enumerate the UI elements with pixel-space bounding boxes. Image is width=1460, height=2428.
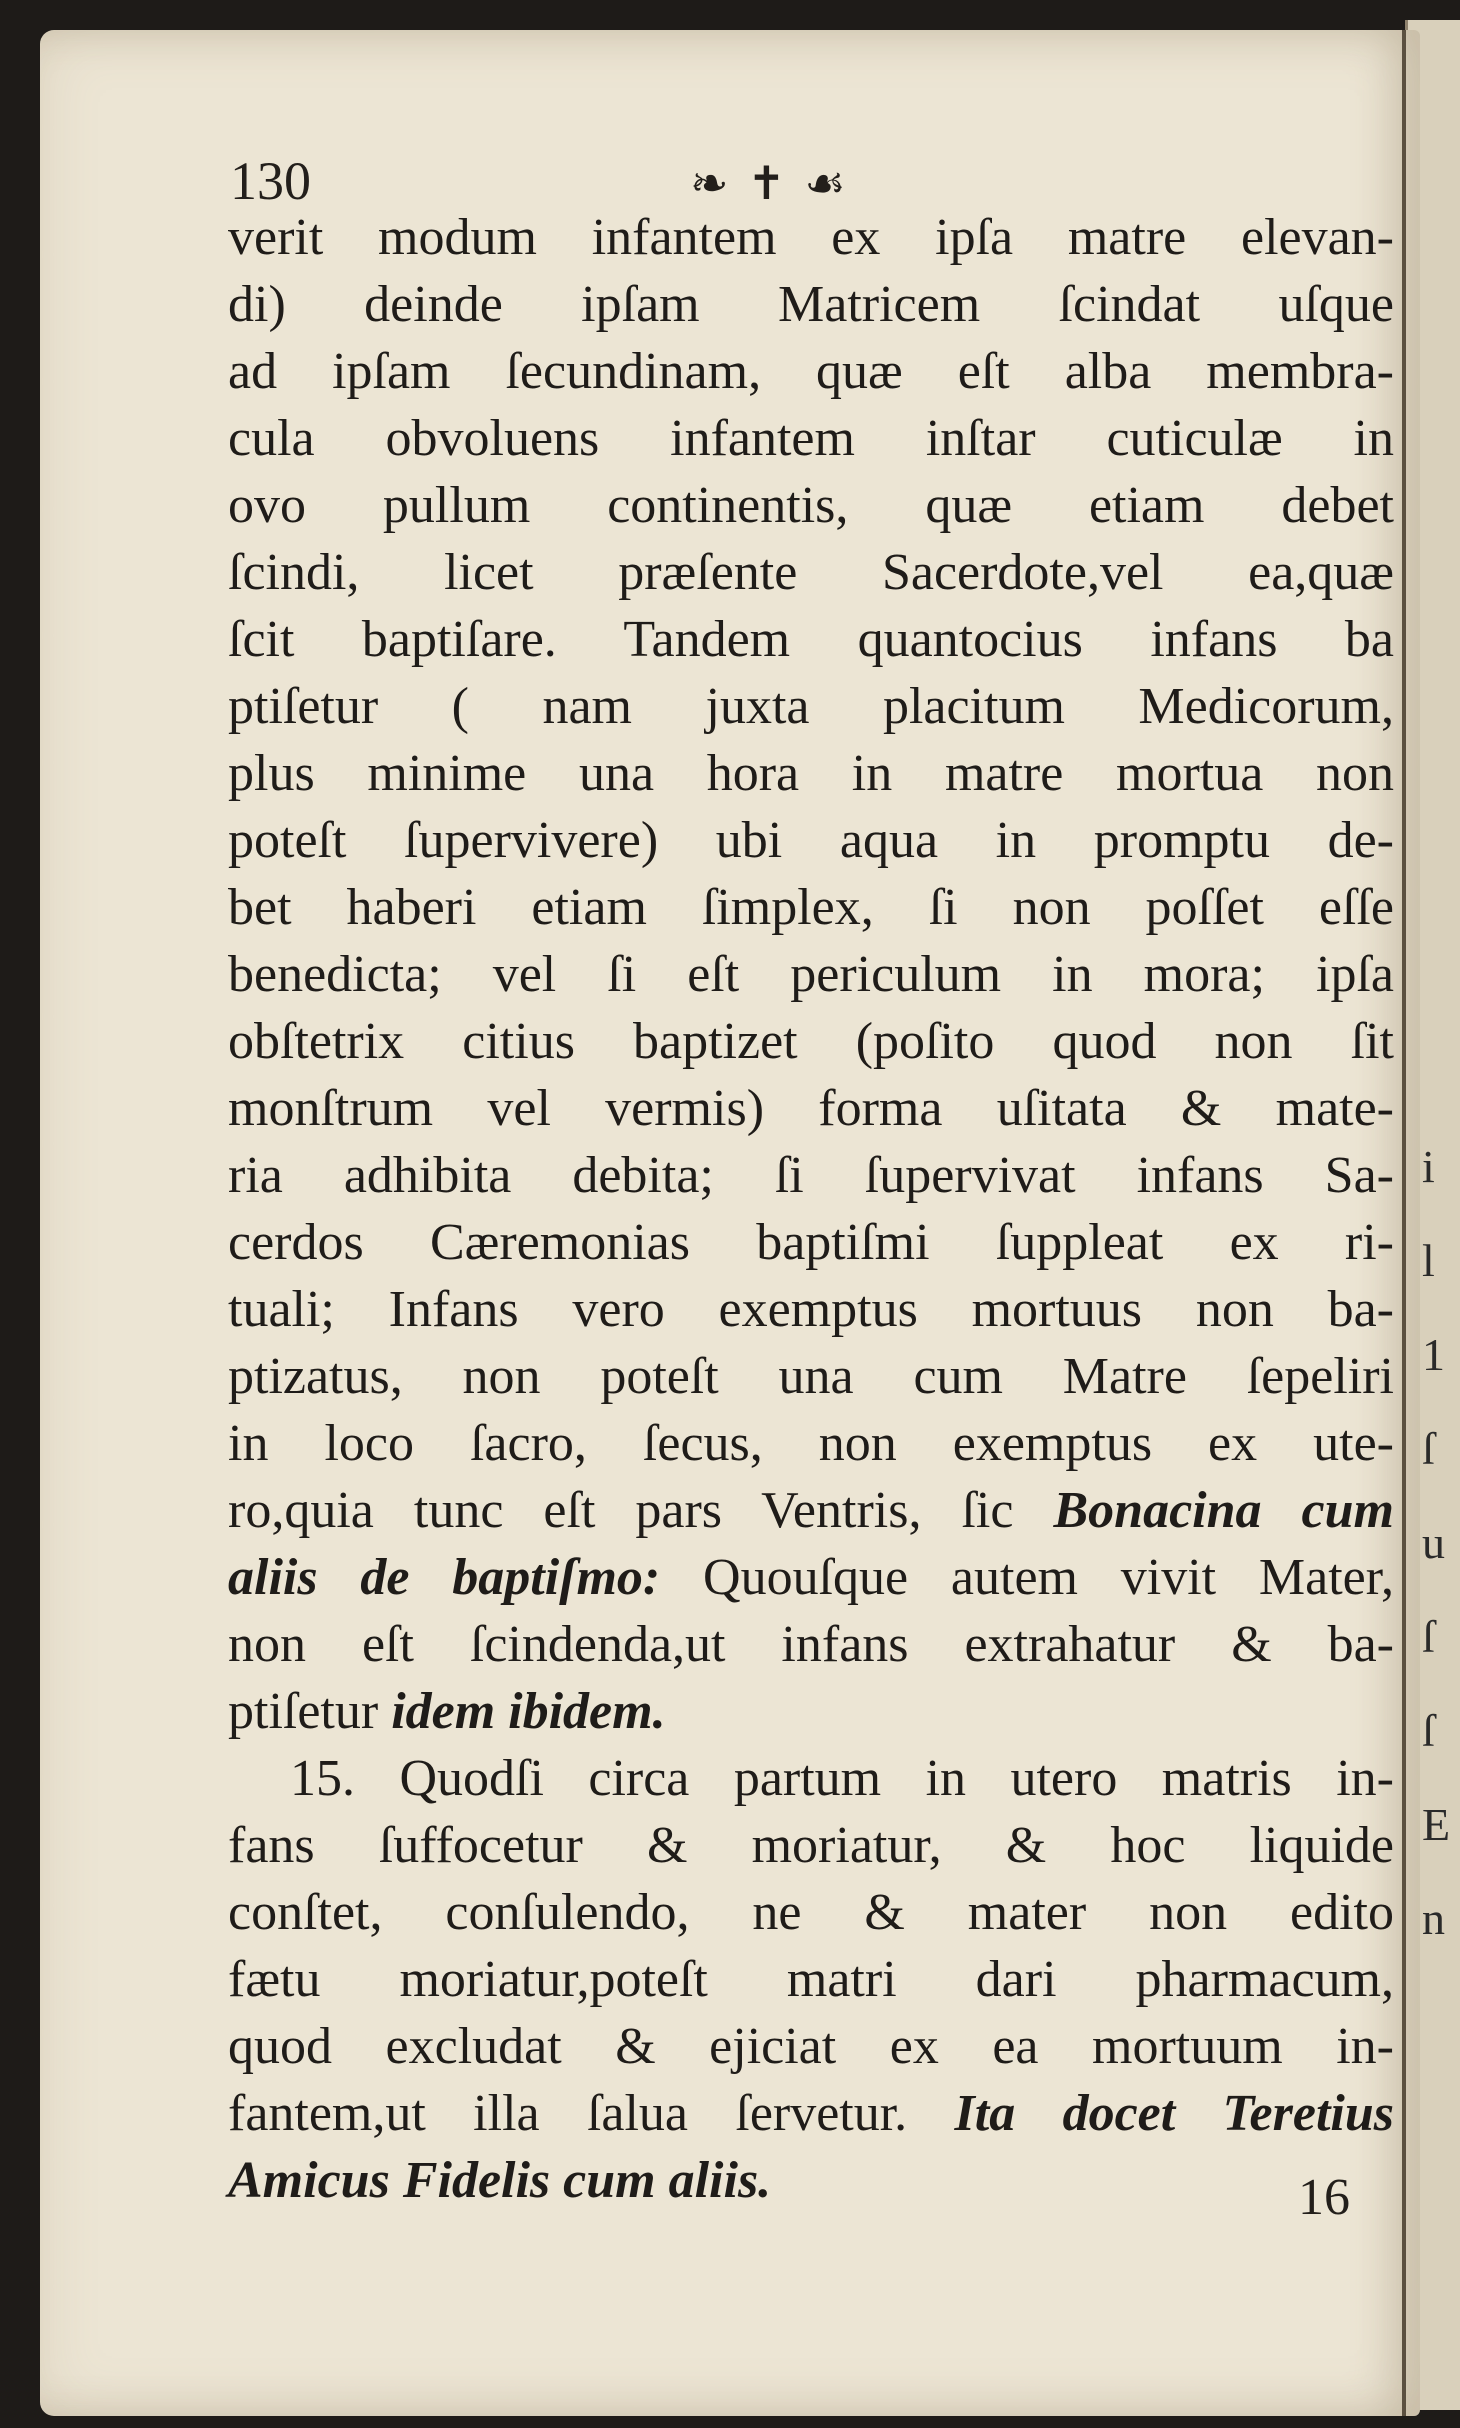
text-line: di) deinde ipſam Matricem ſcindat uſque: [228, 276, 1394, 333]
citation-italic: idem ibidem.: [391, 1683, 666, 1740]
text-line: cerdos Cæremonias baptiſmi ſuppleat ex ri-: [228, 1214, 1394, 1271]
text-line: ad ipſam ſecundinam, quæ eſt alba membra-: [228, 343, 1394, 400]
text-line: ptiſetur ( nam juxta placitum Medicorum,: [228, 678, 1394, 735]
citation-italic: Amicus Fidelis cum aliis.: [228, 2152, 772, 2209]
edge-letter: ſ: [1422, 1611, 1435, 1662]
text-line-with-citation: [228, 1678, 1394, 1745]
edge-letter: ſ: [1422, 1705, 1435, 1756]
text-line: obſtetrix citius baptizet (poſito quod non ſit: [228, 1013, 1394, 1070]
page-number: 130: [230, 151, 311, 211]
text-line: ria adhibita debita; ſi ſupervivat infans Sa-: [228, 1147, 1394, 1204]
text-line-with-citation: [228, 1544, 1394, 1611]
text-line: monſtrum vel vermis) forma uſitata & mate-: [228, 1080, 1394, 1137]
text-line: ptizatus, non poteſt una cum Matre ſepeliri: [228, 1348, 1394, 1405]
text-line-with-citation: [228, 2080, 1394, 2147]
text-line-with-citation: [228, 1477, 1394, 1544]
page-gutter: [1402, 30, 1406, 2416]
edge-letter: 1: [1422, 1329, 1445, 1380]
text-line: conſtet, conſulendo, ne & mater non edito: [228, 1884, 1394, 1941]
text-line: benedicta; vel ſi eſt periculum in mora; ipſa: [228, 946, 1394, 1003]
header-ornament: ❧ ✝ ☙: [690, 156, 848, 210]
citation-italic: aliis de baptiſmo:: [228, 1549, 661, 1606]
text-line: tuali; Infans vero exemptus mortuus non ba-: [228, 1281, 1394, 1338]
text-line: plus minime una hora in matre mortua non: [228, 745, 1394, 802]
edge-letter: u: [1422, 1517, 1445, 1568]
text-line: ſcit baptiſare. Tandem quantocius infans ba: [228, 611, 1394, 668]
text-line: ovo pullum continentis, quæ etiam debet: [228, 477, 1394, 534]
catchword: 16: [1298, 2169, 1350, 2226]
text-segment: ro,quia tunc eſt pars Ventris, ſic: [228, 1482, 1014, 1539]
paragraph-start: 15. Quodſi circa partum in utero matris in-: [290, 1750, 1394, 1807]
text-segment: fantem,ut illa ſalua ſervetur.: [228, 2085, 908, 2142]
text-line: fans ſuffocetur & moriatur, & hoc liquide: [228, 1817, 1394, 1874]
text-line: in loco ſacro, ſecus, non exemptus ex ute-: [228, 1415, 1394, 1472]
text-line: ſcindi, licet præſente Sacerdote,vel ea,quæ: [228, 544, 1394, 601]
text-line: non eſt ſcindenda,ut infans extrahatur & ba-: [228, 1616, 1394, 1673]
text-line: verit modum infantem ex ipſa matre elevan-: [228, 209, 1394, 266]
next-page-letters: [1422, 1120, 1450, 1966]
edge-letter: n: [1422, 1893, 1445, 1944]
text-segment: ptiſetur: [228, 1683, 379, 1740]
text-segment: Quouſque autem vivit Mater,: [703, 1549, 1394, 1606]
text-line: bet haberi etiam ſimplex, ſi non poſſet eſſe: [228, 879, 1394, 936]
text-line: poteſt ſupervivere) ubi aqua in promptu de-: [228, 812, 1394, 869]
edge-letter: E: [1422, 1799, 1451, 1850]
edge-letter: ſ: [1422, 1423, 1435, 1474]
edge-letter: i: [1422, 1141, 1435, 1192]
text-line: cula obvoluens infantem inſtar cuticulæ in: [228, 410, 1394, 467]
body-text: [228, 204, 1394, 2214]
text-line: fætu moriatur,poteſt matri dari pharmacum,: [228, 1951, 1394, 2008]
citation-italic: Ita docet Teretius: [954, 2085, 1394, 2142]
citation-italic: Bonacina cum: [1053, 1482, 1395, 1539]
text-line: quod excludat & ejiciat ex ea mortuum in-: [228, 2018, 1394, 2075]
text-line-citation: [228, 2147, 1394, 2214]
edge-letter: l: [1422, 1235, 1435, 1286]
